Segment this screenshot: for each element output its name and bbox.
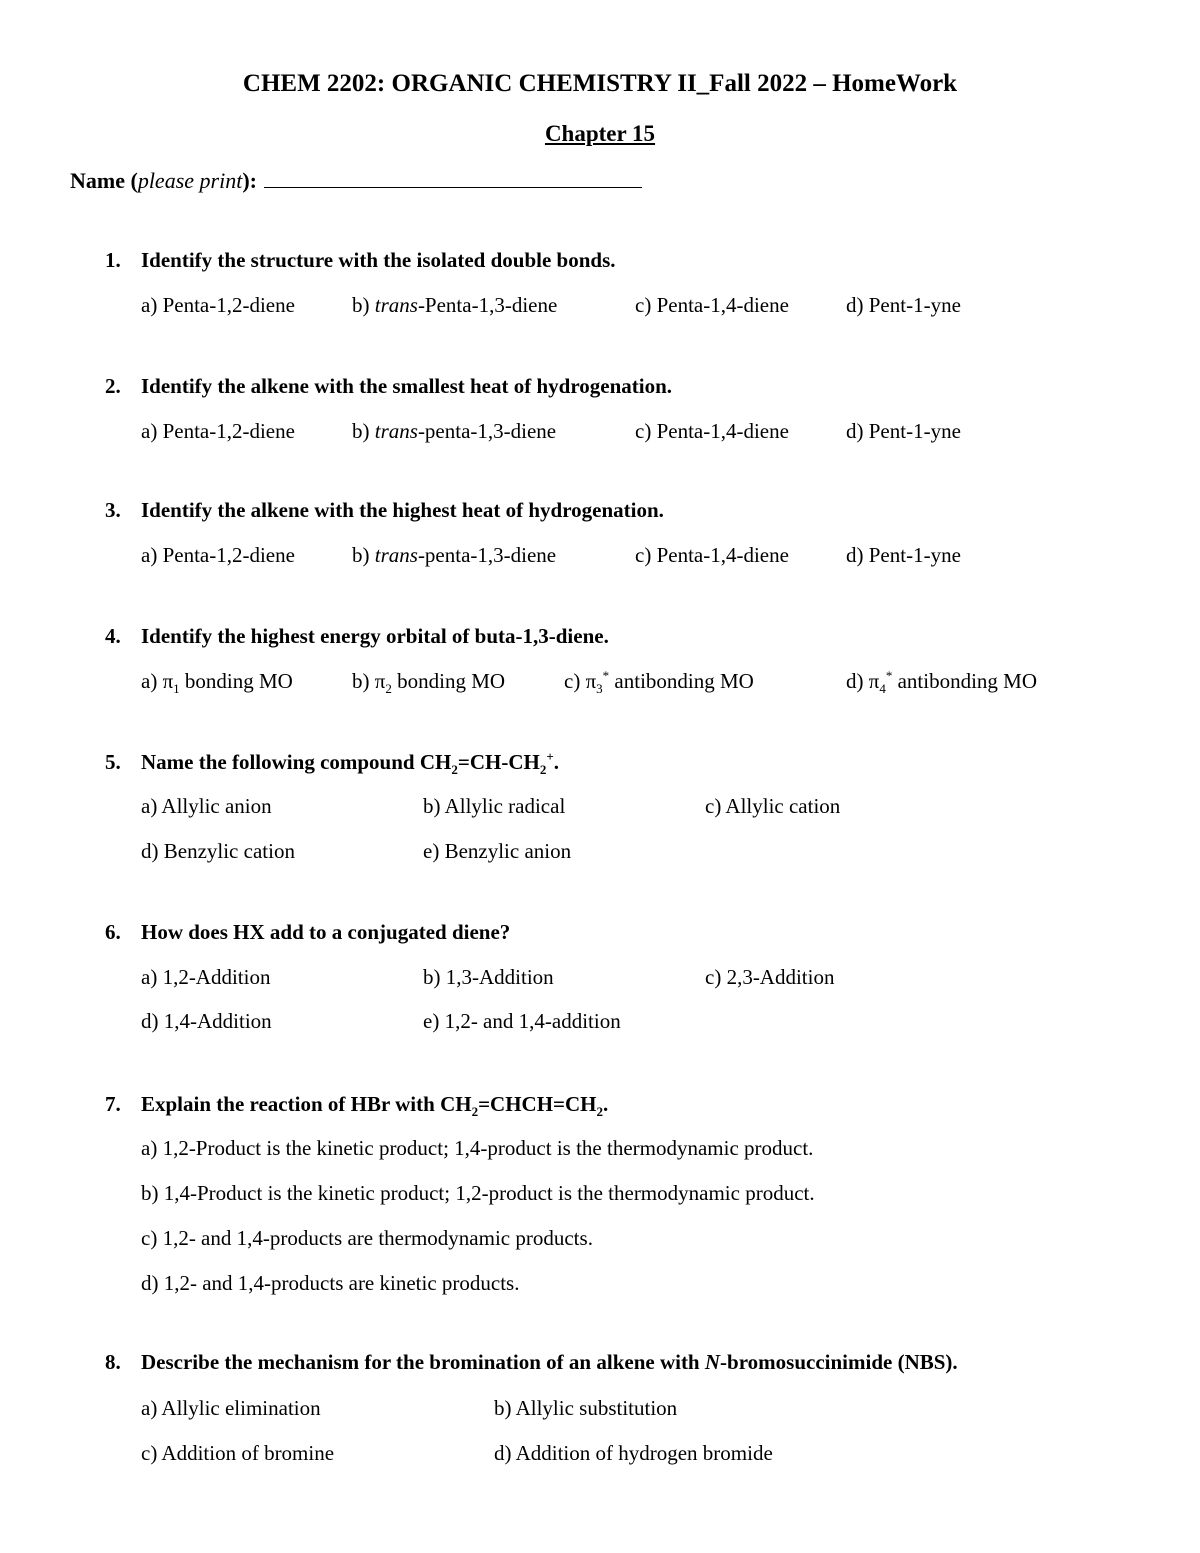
option-e[interactable]: e) Benzylic anion: [423, 839, 572, 863]
question-stem: [105, 1092, 609, 1120]
option-letter: b): [352, 419, 375, 443]
italic-prefix: trans: [374, 419, 418, 443]
option-text: -penta-1,3-diene: [417, 419, 557, 443]
stem-text: Name the following compound CH: [141, 750, 452, 774]
question-number: 3.: [105, 498, 121, 522]
italic-letter: N: [704, 1350, 721, 1374]
option-b[interactable]: [352, 293, 557, 318]
subscript: 2: [539, 762, 547, 778]
subscript: 2: [451, 762, 458, 778]
stem-text: .: [553, 750, 559, 774]
option-c[interactable]: c) Penta-1,4-diene: [635, 543, 789, 567]
subscript: 2: [596, 1104, 604, 1120]
question-number: 1.: [105, 248, 121, 272]
option-b[interactable]: b) 1,3-Addition: [423, 965, 554, 989]
option-d[interactable]: d) Pent-1-yne: [846, 419, 961, 443]
option-c[interactable]: c) 2,3-Addition: [705, 965, 835, 989]
question-number: 5.: [105, 750, 121, 774]
option-e[interactable]: e) 1,2- and 1,4-addition: [423, 1009, 621, 1033]
stem-text: Identify the highest energy orbital of buta-1,3-diene.: [141, 624, 609, 648]
pi-symbol: a) π: [141, 669, 174, 693]
option-a[interactable]: a) 1,2-Addition: [141, 965, 271, 989]
option-d[interactable]: d) Pent-1-yne: [846, 543, 961, 567]
stem-text: =CHCH=CH: [478, 1092, 597, 1116]
stem-text: Identify the structure with the isolated double bonds.: [141, 248, 616, 272]
option-c[interactable]: c) Allylic cation: [705, 794, 841, 818]
question-stem: [105, 1350, 958, 1375]
option-a[interactable]: [141, 669, 293, 697]
option-d[interactable]: [846, 668, 1038, 697]
option-c[interactable]: c) 1,2- and 1,4-products are thermodynamic products.: [141, 1226, 593, 1250]
italic-prefix: trans: [374, 293, 418, 317]
option-c[interactable]: [564, 668, 754, 697]
option-c[interactable]: c) Penta-1,4-diene: [635, 419, 789, 443]
name-label: Name: [70, 168, 125, 193]
pi-symbol: c) π: [564, 669, 597, 693]
option-d[interactable]: d) 1,4-Addition: [141, 1009, 272, 1033]
option-d[interactable]: d) Benzylic cation: [141, 839, 295, 863]
option-d[interactable]: d) Addition of hydrogen bromide: [494, 1441, 773, 1465]
question-stem: [105, 749, 559, 778]
question-number: 4.: [105, 624, 121, 648]
question-stem: [105, 374, 672, 399]
stem-text: How does HX add to a conjugated diene?: [141, 920, 511, 944]
question-stem: [105, 248, 616, 273]
option-b[interactable]: [352, 543, 556, 568]
question-stem: [105, 498, 664, 523]
option-text: bonding MO: [179, 669, 293, 693]
stem-text: Explain the reaction of HBr with CH: [141, 1092, 472, 1116]
option-text: -penta-1,3-diene: [417, 543, 557, 567]
superscript: +: [546, 749, 554, 764]
option-a[interactable]: a) Penta-1,2-diene: [141, 293, 295, 317]
pi-symbol: b) π: [352, 669, 386, 693]
option-text: antibonding MO: [892, 669, 1038, 693]
name-hint: please print: [137, 168, 243, 193]
stem-text: Identify the alkene with the smallest heat of hydrogenation.: [141, 374, 673, 398]
option-d[interactable]: d) 1,2- and 1,4-products are kinetic products.: [141, 1271, 520, 1295]
option-d[interactable]: d) Pent-1-yne: [846, 293, 961, 317]
option-a[interactable]: a) Allylic anion: [141, 794, 272, 818]
option-letter: b): [352, 293, 375, 317]
option-b[interactable]: b) Allylic substitution: [494, 1396, 678, 1420]
option-c[interactable]: c) Penta-1,4-diene: [635, 293, 789, 317]
name-blank[interactable]: [264, 168, 642, 188]
option-text: bonding MO: [391, 669, 506, 693]
name-field-line: Name (please print):: [70, 168, 642, 194]
stem-text: .: [603, 1092, 609, 1116]
option-a[interactable]: a) Penta-1,2-diene: [141, 419, 295, 443]
subscript: 3: [596, 681, 603, 697]
stem-text: Describe the mechanism for the bromination of an alkene with: [141, 1350, 705, 1374]
stem-text: Identify the alkene with the highest heat of hydrogenation.: [141, 498, 664, 522]
question-stem: [105, 920, 510, 945]
option-a[interactable]: a) Allylic elimination: [141, 1396, 321, 1420]
question-stem: [105, 624, 609, 649]
superscript: *: [602, 668, 610, 683]
question-number: 2.: [105, 374, 121, 398]
question-number: 7.: [105, 1092, 121, 1116]
subscript: 2: [471, 1104, 479, 1120]
chapter-heading: Chapter 15: [544, 121, 656, 146]
option-b[interactable]: b) Allylic radical: [423, 794, 566, 818]
option-a[interactable]: a) 1,2-Product is the kinetic product; 1,4-product is the thermodynamic product.: [141, 1136, 814, 1160]
question-number: 6.: [105, 920, 121, 944]
option-c[interactable]: c) Addition of bromine: [141, 1441, 335, 1465]
document-title: CHEM 2202: ORGANIC CHEMISTRY II_Fall 2022 – HomeWork: [242, 70, 958, 97]
subscript: 4: [879, 681, 886, 697]
stem-text: -bromosuccinimide (NBS).: [720, 1350, 958, 1374]
superscript: *: [885, 668, 893, 683]
option-b[interactable]: [352, 669, 506, 697]
subscript: 2: [385, 681, 392, 697]
option-letter: b): [352, 543, 375, 567]
pi-symbol: d) π: [846, 669, 880, 693]
stem-text: =CH-CH: [457, 750, 540, 774]
option-b[interactable]: [352, 419, 556, 444]
italic-prefix: trans: [374, 543, 418, 567]
question-number: 8.: [105, 1350, 121, 1374]
option-text: antibonding MO: [609, 669, 754, 693]
option-text: -Penta-1,3-diene: [417, 293, 558, 317]
option-b[interactable]: b) 1,4-Product is the kinetic product; 1,2-product is the thermodynamic product.: [141, 1181, 815, 1205]
option-a[interactable]: a) Penta-1,2-diene: [141, 543, 295, 567]
subscript: 1: [173, 681, 180, 697]
